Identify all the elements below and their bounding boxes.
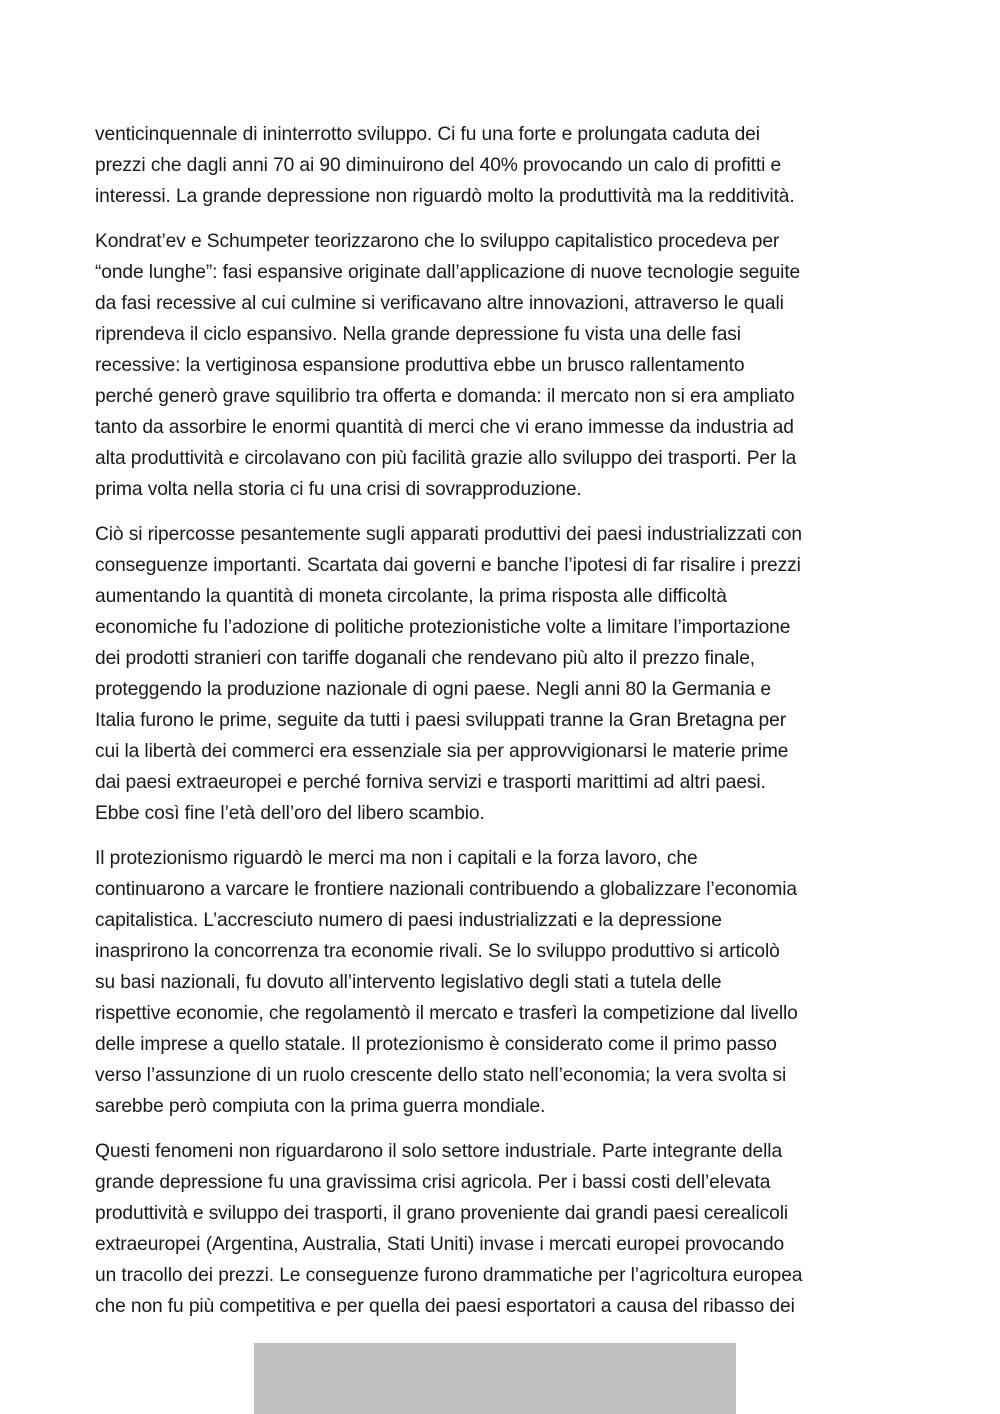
paragraph	[95, 843, 910, 1122]
text-line: sarebbe però compiuta con la prima guerra mondiale.	[95, 1096, 546, 1117]
text-line: perché generò grave squilibrio tra offerta e domanda: il mercato non si era ampliato	[95, 386, 795, 407]
text-line: Questi fenomeni non riguardarono il solo settore industriale. Parte integrante della	[95, 1141, 783, 1162]
text-line: “onde lunghe”: fasi espansive originate dall’applicazione di nuove tecnologie seguite	[95, 262, 801, 283]
paragraph	[95, 1136, 910, 1322]
text-line: alta produttività e circolavano con più facilità grazie allo sviluppo dei trasporti. Per la	[95, 448, 797, 469]
paragraph	[95, 519, 910, 829]
text-line: interessi. La grande depressione non riguardò molto la produttività ma la redditività.	[95, 186, 795, 207]
text-line: conseguenze importanti. Scartata dai governi e banche l’ipotesi di far risalire i prezzi	[95, 555, 801, 576]
text-line: produttività e sviluppo dei trasporti, il grano proveniente dai grandi paesi cerealicoli	[95, 1203, 789, 1224]
text-line: Il protezionismo riguardò le merci ma non i capitali e la forza lavoro, che	[95, 848, 698, 869]
text-line: recessive: la vertiginosa espansione produttiva ebbe un brusco rallentamento	[95, 355, 745, 376]
text-line: capitalistica. L’accresciuto numero di paesi industrializzati e la depressione	[95, 910, 722, 931]
text-line: cui la libertà dei commerci era essenziale sia per approvvigionarsi le materie prime	[95, 741, 789, 762]
text-line: tanto da assorbire le enormi quantità di merci che vi erano immesse da industria ad	[95, 417, 794, 438]
text-line: riprendeva il ciclo espansivo. Nella grande depressione fu vista una delle fasi	[95, 324, 741, 345]
text-line: inasprirono la concorrenza tra economie rivali. Se lo sviluppo produttivo si articolò	[95, 941, 780, 962]
text-line: economiche fu l’adozione di politiche protezionistiche volte a limitare l’importazione	[95, 617, 791, 638]
text-line: verso l’assunzione di un ruolo crescente dello stato nell’economia; la vera svolta si	[95, 1065, 787, 1086]
text-line: rispettive economie, che regolamentò il mercato e trasferì la competizione dal livello	[95, 1003, 798, 1024]
text-line: Ebbe così fine l’età dell’oro del libero scambio.	[95, 803, 485, 824]
text-line: da fasi recessive al cui culmine si verificavano altre innovazioni, attraverso le quali	[95, 293, 784, 314]
text-line: delle imprese a quello statale. Il protezionismo è considerato come il primo passo	[95, 1034, 777, 1055]
text-line: un tracollo dei prezzi. Le conseguenze furono drammatiche per l’agricoltura europea	[95, 1265, 803, 1286]
text-line: dai paesi extraeuropei e perché forniva servizi e trasporti marittimi ad altri paesi.	[95, 772, 766, 793]
text-line: aumentando la quantità di moneta circolante, la prima risposta alle difficoltà	[95, 586, 727, 607]
text-line: Kondrat’ev e Schumpeter teorizzarono che lo sviluppo capitalistico procedeva per	[95, 231, 780, 252]
text-line: proteggendo la produzione nazionale di ogni paese. Negli anni 80 la Germania e	[95, 679, 771, 700]
text-line: che non fu più competitiva e per quella dei paesi esportatori a causa del ribasso dei	[95, 1296, 795, 1317]
paragraph	[95, 119, 910, 212]
document-body	[95, 119, 910, 1336]
text-line: extraeuropei (Argentina, Australia, Stati Uniti) invase i mercati europei provocando	[95, 1234, 785, 1255]
paragraph	[95, 226, 910, 505]
text-line: venticinquennale di ininterrotto sviluppo. Ci fu una forte e prolungata caduta dei	[95, 124, 760, 145]
bottom-gray-block	[254, 1343, 736, 1414]
text-line: prezzi che dagli anni 70 ai 90 diminuirono del 40% provocando un calo di profitti e	[95, 155, 782, 176]
text-line: continuarono a varcare le frontiere nazionali contribuendo a globalizzare l’economia	[95, 879, 797, 900]
text-line: su basi nazionali, fu dovuto all’intervento legislativo degli stati a tutela delle	[95, 972, 722, 993]
text-line: grande depressione fu una gravissima crisi agricola. Per i bassi costi dell’elevata	[95, 1172, 771, 1193]
text-line: Ciò si ripercosse pesantemente sugli apparati produttivi dei paesi industrializzati con	[95, 524, 802, 545]
text-line: dei prodotti stranieri con tariffe doganali che rendevano più alto il prezzo finale,	[95, 648, 756, 669]
text-line: prima volta nella storia ci fu una crisi di sovrapproduzione.	[95, 479, 582, 500]
text-line: Italia furono le prime, seguite da tutti i paesi sviluppati tranne la Gran Bretagna per	[95, 710, 786, 731]
